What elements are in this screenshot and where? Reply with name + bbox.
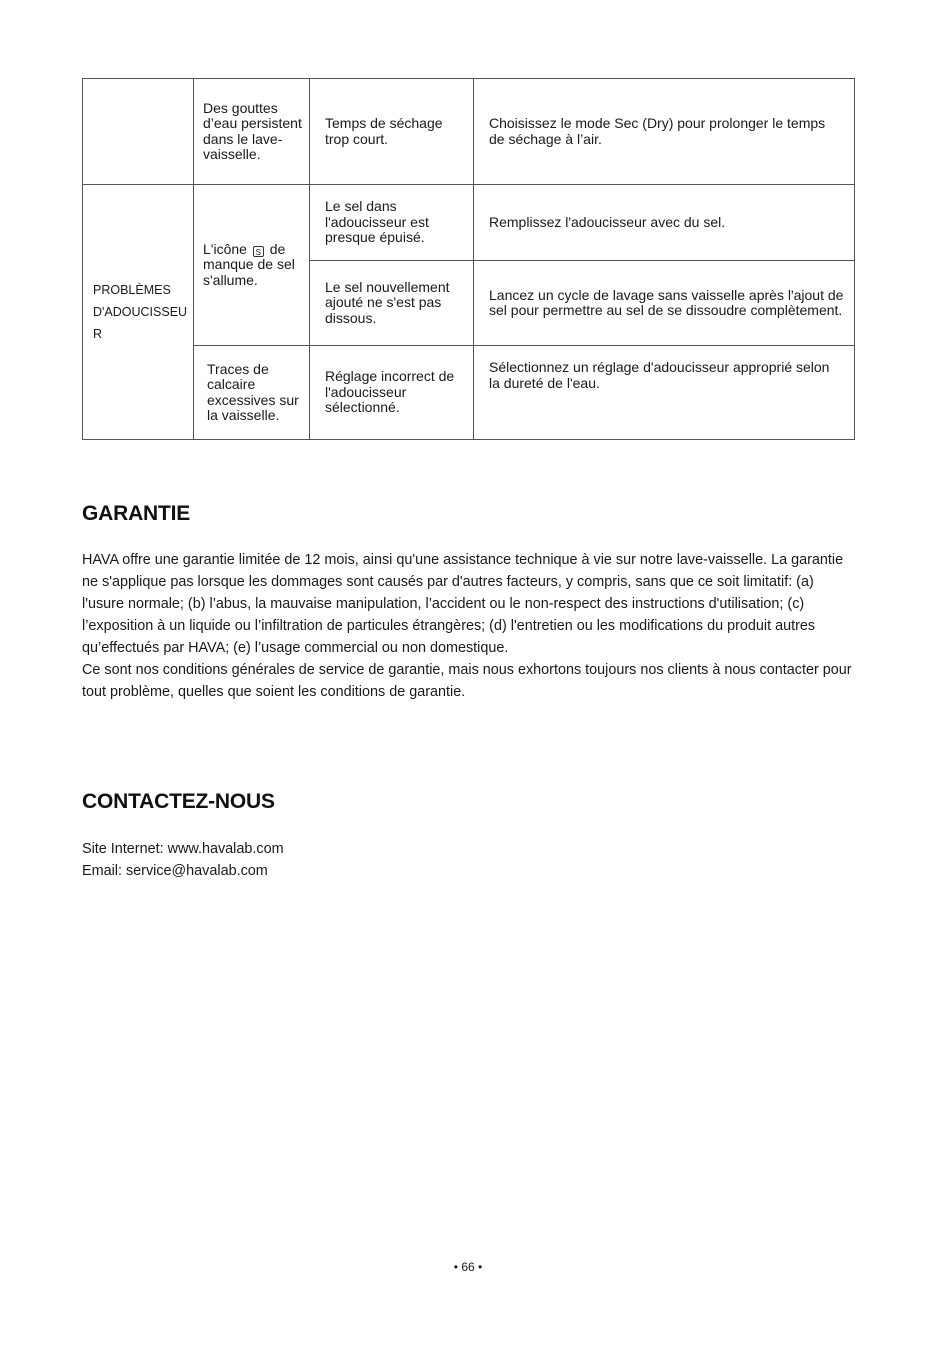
page-number: • 66 • (453, 1260, 483, 1274)
table-row (83, 79, 855, 185)
cause-cell (310, 185, 474, 261)
cause-cell (310, 79, 474, 185)
website-link[interactable]: Site Internet: www.havalab.com (82, 841, 284, 857)
cause-text: Temps de séchage trop court. (325, 115, 443, 147)
cause-cell (310, 261, 474, 346)
warranty-title: GARANTIE (82, 502, 191, 525)
symptom-text (203, 242, 305, 289)
solution-text: Lancez un cycle de lavage sans vaisselle après l'ajout de sel pour permettre au sel de se dissoudre complètement. (489, 286, 844, 318)
solution-cell (474, 185, 855, 261)
cause-text: Réglage incorrect de l'adoucisseur sélectionné. (325, 368, 455, 416)
cause-text: Le sel nouvellement ajouté ne s'est pas dissous. (325, 278, 450, 326)
email-link[interactable]: Email: service@havalab.com (82, 863, 268, 879)
symptom-cell (194, 79, 310, 185)
symptom-text-part: de manque de sel s'allume. (203, 240, 295, 288)
solution-text: Sélectionnez un réglage d'adoucisseur approprié selon la dureté de l'eau. (489, 359, 830, 391)
cause-text: Le sel dans l'adoucisseur est presque épuisé. (325, 198, 429, 246)
solution-cell (474, 346, 855, 440)
symptom-cell (194, 185, 310, 346)
warranty-body (82, 549, 857, 703)
symptom-cell (194, 346, 310, 440)
symptom-text: Des gouttes d’eau persistent dans le lave-vaisselle. (203, 99, 302, 162)
cause-cell (310, 346, 474, 440)
category-text: PROBLÈMES D'ADOUCISSEUR (93, 283, 188, 341)
category-cell (83, 185, 194, 440)
table-row (83, 346, 855, 440)
troubleshooting-table (82, 78, 855, 440)
table-row (83, 185, 855, 261)
symptom-text: Traces de calcaire excessives sur la vaisselle. (207, 360, 299, 423)
salt-indicator-icon: S (253, 246, 264, 257)
symptom-text-part: L'icône (203, 240, 247, 257)
warranty-paragraph: HAVA offre une garantie limitée de 12 mois, ainsi qu'une assistance technique à vie sur notre lave-vaisselle. La garantie ne s'applique pas lorsque les dommages sont causés par d'autres facteurs, y compris, sans que ce soit limitatif: (a) l'usure normale; (b) l’abus, la mauvaise manipulation, l’accident ou le non-respect des instructions d'utilisation; (c) l’exposition à un liquide ou l’infiltration de particules étrangères; (d) l'entretien ou les modifications du produit autres qu’effectués par HAVA; (e) l’usage commercial ou non domestique. (82, 552, 844, 656)
category-cell-empty (83, 79, 194, 185)
solution-cell (474, 261, 855, 346)
contact-info (82, 838, 857, 882)
contact-title: CONTACTEZ-NOUS (82, 790, 275, 813)
solution-cell (474, 79, 855, 185)
solution-text: Remplissez l'adoucisseur avec du sel. (489, 213, 726, 230)
solution-text: Choisissez le mode Sec (Dry) pour prolonger le temps de séchage à l’air. (489, 115, 826, 147)
warranty-paragraph: Ce sont nos conditions générales de service de garantie, mais nous exhortons toujours nos clients à nous contacter pour tout problème, quelles que soient les conditions de garantie. (82, 662, 852, 700)
